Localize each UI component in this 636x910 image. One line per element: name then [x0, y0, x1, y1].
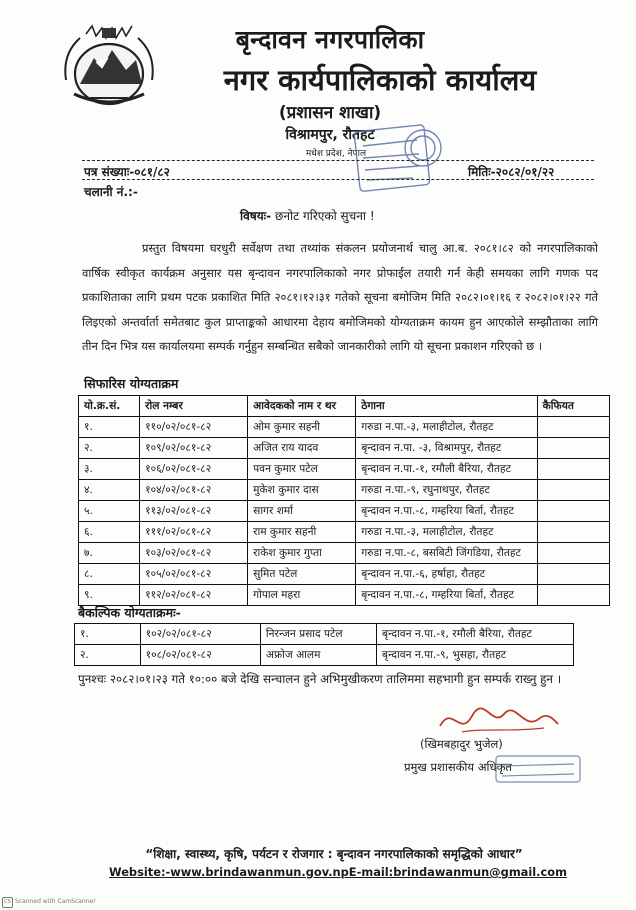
cell-address: गरुडा न.पा.-३, मलाहीटोल, रौतहट [356, 417, 537, 438]
cell-roll: १०८/०२/०८१-८२ [140, 645, 260, 666]
col-name: आवेदकको नाम र थर [248, 396, 356, 417]
cell-sn: ४. [79, 480, 140, 501]
cell-roll: १०४/०२/०८१-८२ [140, 480, 248, 501]
cell-name: पवन कुमार पटेल [248, 459, 356, 480]
cell-sn: ६. [79, 522, 140, 543]
dispatch-number: चलानी नं.:- [84, 185, 138, 199]
recommended-table [78, 395, 610, 606]
table-row [79, 564, 610, 585]
cell-address: बृन्दावन न.पा.-१, रमौली बैरिया, रौतहट [377, 624, 574, 645]
cell-name: राकेश कुमार गुप्ता [248, 543, 356, 564]
cell-roll: १०९/०२/०८१-८२ [140, 438, 248, 459]
signer-designation: प्रमुख प्रशासकीय अधिकृत [404, 760, 512, 774]
office-address: विश्रामपुर, रौतहट [285, 127, 375, 143]
cell-remark [537, 459, 609, 480]
header-rule-bottom [82, 179, 594, 180]
cell-roll: १०३/०२/०८१-८२ [140, 543, 248, 564]
table-row [79, 417, 610, 438]
cell-address: गरुडा न.पा.-९, रघुनाथपुर, रौतहट [356, 480, 537, 501]
cell-roll: १०६/०२/०८१-८२ [140, 459, 248, 480]
body-paragraph [82, 236, 598, 359]
table-row [79, 459, 610, 480]
cell-name: राम कुमार सहनी [248, 522, 356, 543]
cell-sn: २. [75, 645, 141, 666]
signature-icon [432, 698, 562, 742]
office-name: नगर कार्यपालिकाको कार्यालय [223, 63, 537, 97]
col-remark: कैफियत [537, 396, 609, 417]
cell-remark [537, 501, 609, 522]
cell-sn: ८. [79, 564, 140, 585]
cell-address: बृन्दावन न.पा.-८, गम्हरिया बिर्ता, रौतहट [356, 501, 537, 522]
col-address: ठेगाना [356, 396, 537, 417]
cell-sn: ३. [79, 459, 140, 480]
cell-sn: ७. [79, 543, 140, 564]
table-row [79, 438, 610, 459]
cell-roll: १०२/०२/०८१-८२ [140, 624, 260, 645]
cell-address: गरुडा न.पा.-८, बसबिटी जिंगडिया, रौतहट [356, 543, 537, 564]
cell-name: गोपाल महरा [248, 585, 356, 606]
signer-name: (खिमबहादुर भुजेल) [420, 737, 503, 751]
municipality-name: बृन्दावन नगरपालिका [235, 25, 425, 54]
body-text: प्रस्तुत विषयमा घरधुरी सर्वेक्षण तथा तथ्यांक संकलन प्रयोजनार्थ चालु आ.ब. २०८१।८२ को नगरपालिकाको वार्षिक स्वीकृत कार्यक्रम अनुसार यस बृन्दावन नगरपालिकाको नगर प्रोफाईल तयारी गर्न केही समयका लागि गणक पद प्रकाशिताका लागि प्रथम पटक प्रकाशित मिति २०८१।१२।३१ गतेको सूचना बमोजिम मिति २०८२।०१।१६ र २०८२।०१।२२ गते लिइएको अन्तर्वार्ता समेतबाट कुल प्राप्ताङ्कको आधारमा देहाय बमोजिमको योग्यताक्रम कायम हुन आएकोले सम्झौताका लागि तीन दिन भित्र यस कार्यालयमा सम्पर्क गर्नुहुन सम्बन्धित सबैको जानकारीको लागि यो सूचना प्रकाशन गरिएको छ । [82, 241, 598, 353]
footer-website: Website:-www.brindawanmun.gov.npE-mail:brindawanmun@gmail.com [109, 865, 567, 879]
table-row [79, 522, 610, 543]
designation-seal-icon [494, 752, 584, 786]
cell-sn: २. [79, 438, 140, 459]
postscript-note: पुनश्चः २०८२।०१।२३ गते १०:०० बजे देखि सन्चालन हुने अभिमुखीकरण तालिममा सहभागी हुन सम्पर्क राख्नु हुन । [78, 672, 562, 686]
scanner-watermark [2, 897, 96, 908]
alternate-heading: बैकल्पिक योग्यताक्रमः- [78, 605, 181, 620]
branch-name: (प्रशासन शाखा) [278, 103, 382, 123]
camscanner-icon: CS [2, 897, 13, 908]
alternate-table [74, 623, 574, 666]
subject-line [240, 207, 375, 224]
cell-remark [537, 417, 609, 438]
office-stamp-icon [353, 118, 457, 196]
cell-remark [537, 522, 609, 543]
cell-name: सुमित पटेल [248, 564, 356, 585]
table-row [75, 624, 574, 645]
table-row [79, 585, 610, 606]
cell-name: ओम कुमार सहनी [248, 417, 356, 438]
cell-address: बृन्दावन न.पा. -३, विश्रामपुर, रौतहट [356, 438, 537, 459]
cell-sn: १. [79, 417, 140, 438]
cell-roll: ११३/०२/०८१-८२ [140, 501, 248, 522]
cell-remark [537, 438, 609, 459]
cell-remark [537, 480, 609, 501]
cell-address: गरुडा न.पा.-३, मलाहीटोल, रौतहट [356, 522, 537, 543]
cell-roll: ११२/०२/०८१-८२ [140, 585, 248, 606]
cell-name: अजित राय यादव [248, 438, 356, 459]
recommended-heading: सिफारिस योग्यताक्रम [84, 376, 179, 391]
cell-address: बृन्दावन न.पा.-१, रमौली बैरिया, रौतहट [356, 459, 537, 480]
cell-sn: ९. [79, 585, 140, 606]
cell-remark [537, 585, 609, 606]
scanner-label: Scanned with CamScanner [15, 898, 96, 905]
cell-address: बृन्दावन न.पा.-६, हर्षाहा, रौतहट [356, 564, 537, 585]
cell-name: अफ्रोज आलम [260, 645, 376, 666]
subject-label: विषयः- [240, 209, 272, 223]
cell-name: सागर शर्मा [248, 501, 356, 522]
cell-name: निरन्जन प्रसाद पटेल [260, 624, 376, 645]
col-roll: रोल नम्बर [140, 396, 248, 417]
cell-sn: ५. [79, 501, 140, 522]
table-row [75, 645, 574, 666]
cell-address: बृन्दावन न.पा.-९, भुसहा, रौतहट [377, 645, 574, 666]
province-line: मधेश प्रदेश, नेपाल [305, 149, 367, 159]
cell-sn: १. [75, 624, 141, 645]
subject-text: छनोट गरिएको सुचना ! [274, 209, 375, 223]
letter-date: मितिः-२०८२/०१/२२ [468, 165, 555, 179]
letter-number: पत्र संख्याः-०८१/८२ [84, 165, 170, 179]
col-sn: यो.क्र.सं. [79, 396, 140, 417]
cell-roll: १०५/०२/०८१-८२ [140, 564, 248, 585]
cell-address: बृन्दावन न.पा.-८, गम्हरिया बिर्ता, रौतहट [356, 585, 537, 606]
header-rule-top [82, 160, 594, 161]
footer-motto: “शिक्षा, स्वास्थ्य, कृषि, पर्यटन र रोजगार : बृन्दावन नगरपालिकाको समृद्धिको आधार” [145, 847, 523, 861]
table-row [79, 543, 610, 564]
cell-remark [537, 543, 609, 564]
cell-roll: १११/०२/०८१-८२ [140, 522, 248, 543]
nepal-emblem-icon [56, 24, 162, 112]
cell-name: मुकेश कुमार दास [248, 480, 356, 501]
table-header-row [79, 396, 610, 417]
cell-roll: ११०/०२/०८१-८२ [140, 417, 248, 438]
table-row [79, 501, 610, 522]
table-row [79, 480, 610, 501]
cell-remark [537, 564, 609, 585]
